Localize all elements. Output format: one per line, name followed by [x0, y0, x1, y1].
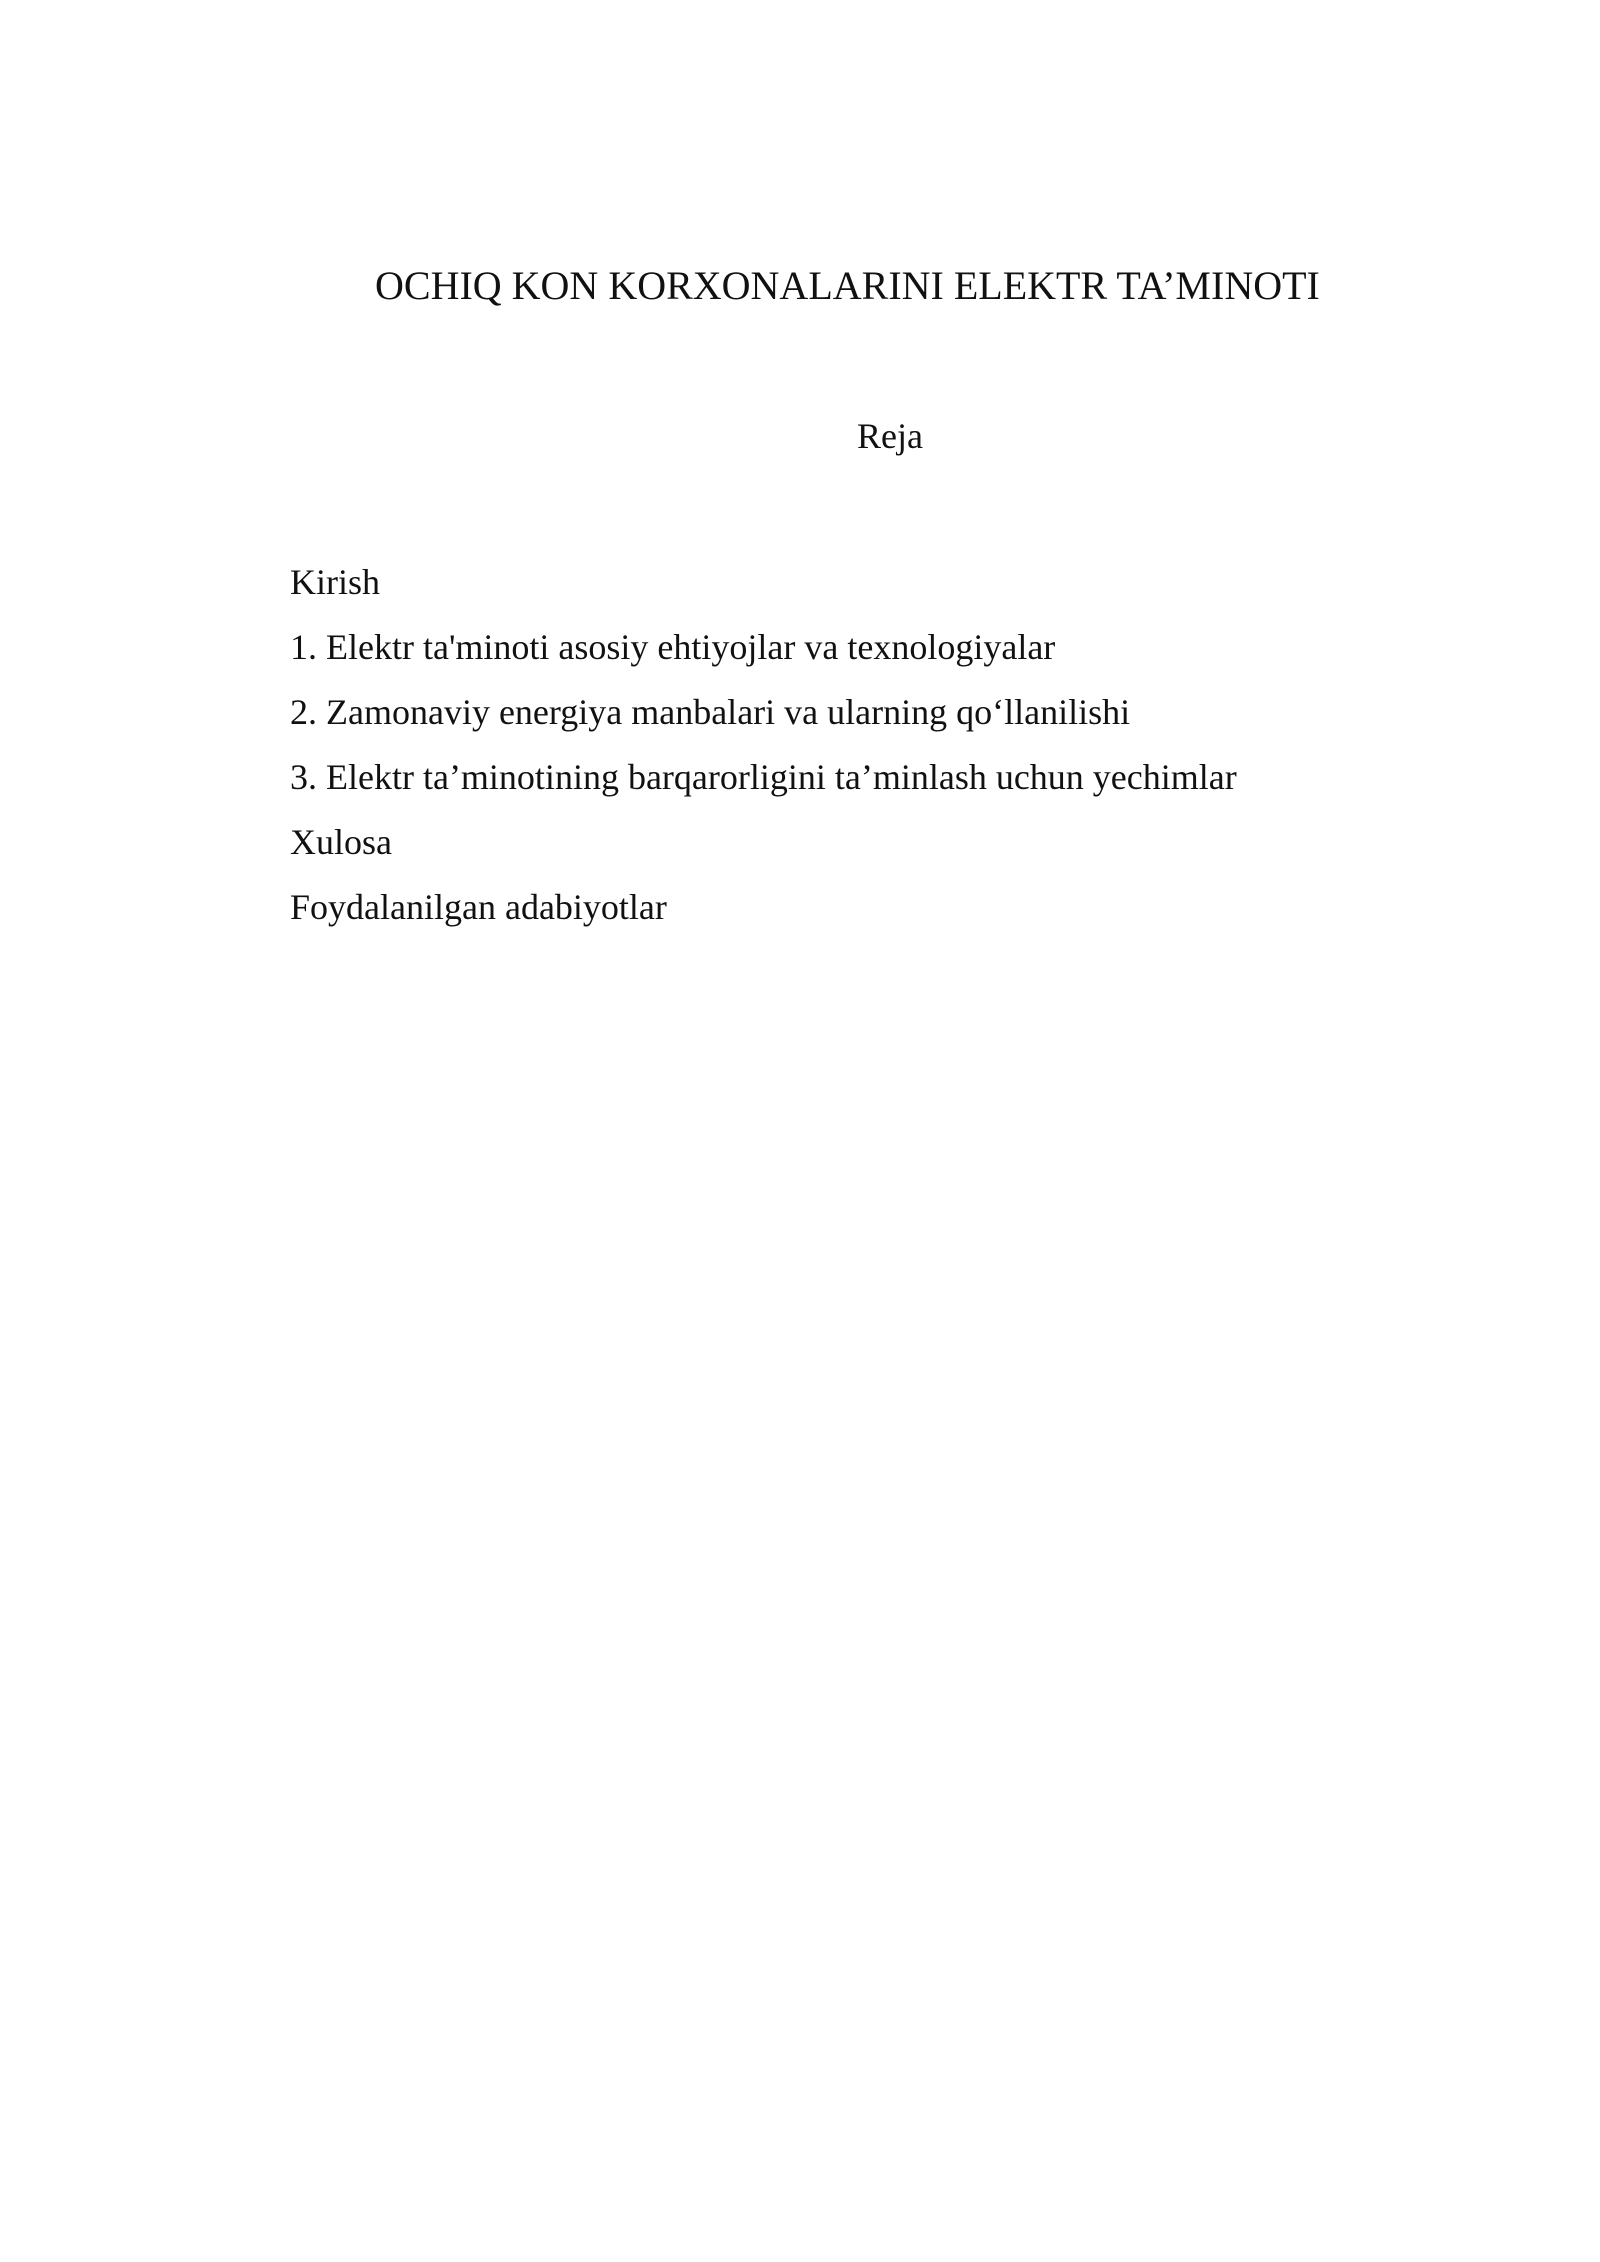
table-of-contents — [290, 560, 1237, 950]
toc-item-conclusion: Xulosa — [290, 822, 392, 862]
toc-item-1: 1. Elektr ta'minoti asosiy ehtiyojlar va texnologiyalar — [290, 627, 1056, 667]
toc-item-introduction: Kirish — [290, 562, 380, 602]
toc-item-2: 2. Zamonaviy energiya manbalari va ularning qo‘llanilishi — [290, 692, 1131, 732]
toc-item-3: 3. Elektr ta’minotining barqarorligini ta’minlash uchun yechimlar — [290, 757, 1237, 797]
plan-heading: Reja — [857, 416, 923, 456]
document-title: OCHIQ KON KORXONALARINI ELEKTR TA’MINOTI — [375, 263, 1320, 308]
toc-item-references: Foydalanilgan adabiyotlar — [290, 887, 667, 927]
